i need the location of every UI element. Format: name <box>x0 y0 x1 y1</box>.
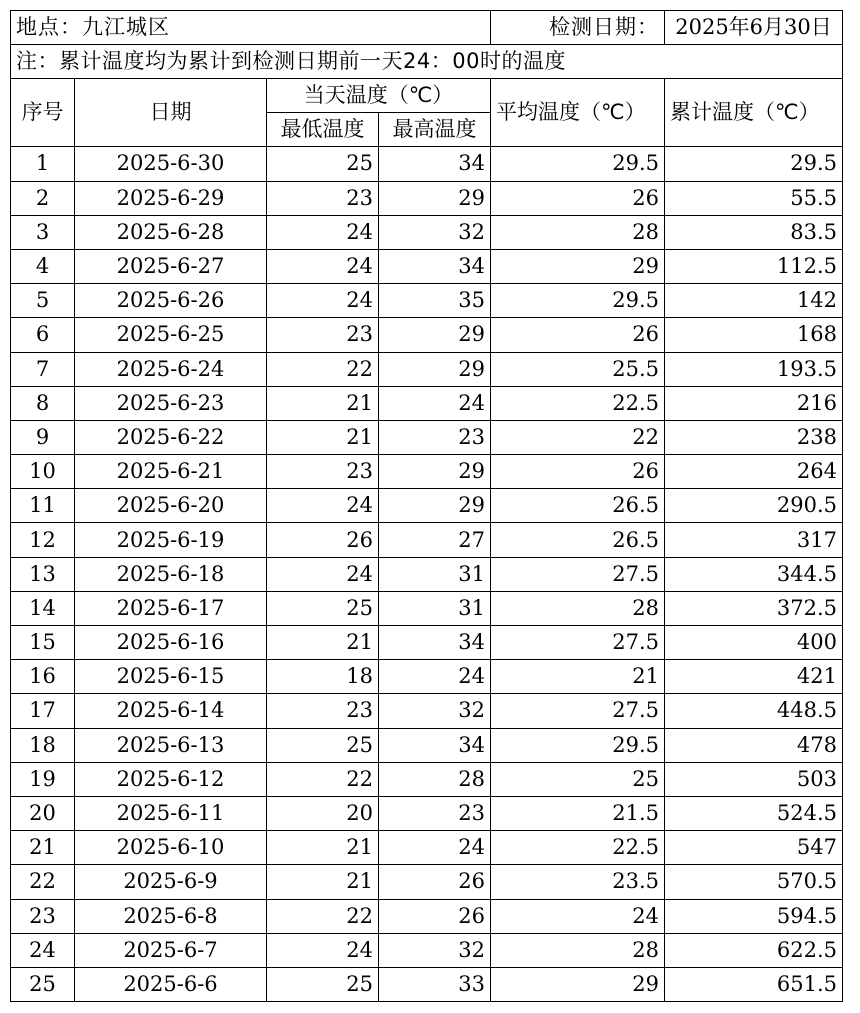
cell-max-temp: 24 <box>379 386 491 420</box>
cell-date: 2025-6-19 <box>75 523 267 557</box>
cell-cum-temp: 503 <box>665 762 843 796</box>
cell-avg-temp: 27.5 <box>491 557 665 591</box>
table-row <box>11 147 843 181</box>
cell-max-temp: 26 <box>379 865 491 899</box>
table-row <box>11 386 843 420</box>
cell-date: 2025-6-18 <box>75 557 267 591</box>
cell-cum-temp: 216 <box>665 386 843 420</box>
header-row-1 <box>11 79 843 113</box>
cell-date: 2025-6-7 <box>75 933 267 967</box>
cell-index: 19 <box>11 762 75 796</box>
cell-date: 2025-6-11 <box>75 796 267 830</box>
location-label: 地点： <box>16 15 82 40</box>
cell-cum-temp: 142 <box>665 284 843 318</box>
cell-avg-temp: 26.5 <box>491 523 665 557</box>
cell-date: 2025-6-29 <box>75 181 267 215</box>
cell-max-temp: 29 <box>379 489 491 523</box>
cell-cum-temp: 478 <box>665 728 843 762</box>
cell-max-temp: 34 <box>379 728 491 762</box>
table-row <box>11 523 843 557</box>
cell-cum-temp: 547 <box>665 831 843 865</box>
cell-avg-temp: 29.5 <box>491 284 665 318</box>
cell-index: 23 <box>11 899 75 933</box>
cell-index: 7 <box>11 352 75 386</box>
cell-min-temp: 24 <box>267 215 379 249</box>
cell-max-temp: 29 <box>379 352 491 386</box>
cell-index: 8 <box>11 386 75 420</box>
cell-cum-temp: 400 <box>665 626 843 660</box>
col-avg-temp-header: 平均温度（℃） <box>491 79 665 147</box>
cell-avg-temp: 22.5 <box>491 831 665 865</box>
cell-max-temp: 32 <box>379 694 491 728</box>
table-row <box>11 284 843 318</box>
cell-avg-temp: 25 <box>491 762 665 796</box>
cell-min-temp: 25 <box>267 728 379 762</box>
cell-min-temp: 22 <box>267 899 379 933</box>
cell-date: 2025-6-12 <box>75 762 267 796</box>
cell-index: 6 <box>11 318 75 352</box>
cell-cum-temp: 193.5 <box>665 352 843 386</box>
cell-avg-temp: 29 <box>491 967 665 1001</box>
col-date-header: 日期 <box>75 79 267 147</box>
table-row <box>11 489 843 523</box>
cell-cum-temp: 622.5 <box>665 933 843 967</box>
table-row <box>11 420 843 454</box>
table-row <box>11 762 843 796</box>
col-day-temp-header: 当天温度（℃） <box>267 79 491 113</box>
cell-min-temp: 25 <box>267 967 379 1001</box>
cell-min-temp: 20 <box>267 796 379 830</box>
col-cum-temp-header: 累计温度（℃） <box>665 79 843 147</box>
cell-min-temp: 23 <box>267 181 379 215</box>
cell-avg-temp: 23.5 <box>491 865 665 899</box>
cell-index: 9 <box>11 420 75 454</box>
table-row <box>11 660 843 694</box>
table-row <box>11 591 843 625</box>
cell-max-temp: 33 <box>379 967 491 1001</box>
cell-avg-temp: 28 <box>491 933 665 967</box>
table-row <box>11 694 843 728</box>
cell-index: 4 <box>11 249 75 283</box>
cell-avg-temp: 22.5 <box>491 386 665 420</box>
cell-avg-temp: 27.5 <box>491 694 665 728</box>
cell-index: 24 <box>11 933 75 967</box>
cell-min-temp: 23 <box>267 455 379 489</box>
cell-min-temp: 24 <box>267 557 379 591</box>
cell-min-temp: 24 <box>267 489 379 523</box>
cell-index: 12 <box>11 523 75 557</box>
cell-avg-temp: 29 <box>491 249 665 283</box>
cell-avg-temp: 26 <box>491 318 665 352</box>
cell-index: 14 <box>11 591 75 625</box>
cell-avg-temp: 26.5 <box>491 489 665 523</box>
cell-avg-temp: 26 <box>491 455 665 489</box>
cell-max-temp: 31 <box>379 557 491 591</box>
cell-cum-temp: 55.5 <box>665 181 843 215</box>
cell-cum-temp: 317 <box>665 523 843 557</box>
location-cell <box>11 11 491 45</box>
cell-avg-temp: 28 <box>491 591 665 625</box>
table-row <box>11 796 843 830</box>
cell-date: 2025-6-23 <box>75 386 267 420</box>
cell-cum-temp: 524.5 <box>665 796 843 830</box>
cell-cum-temp: 168 <box>665 318 843 352</box>
cell-min-temp: 21 <box>267 865 379 899</box>
cell-max-temp: 34 <box>379 147 491 181</box>
col-index-header: 序号 <box>11 79 75 147</box>
col-max-temp-header: 最高温度 <box>379 113 491 147</box>
cell-min-temp: 21 <box>267 386 379 420</box>
cell-avg-temp: 21 <box>491 660 665 694</box>
cell-index: 5 <box>11 284 75 318</box>
location-row <box>11 11 843 45</box>
table-row <box>11 181 843 215</box>
table-row <box>11 831 843 865</box>
cell-date: 2025-6-15 <box>75 660 267 694</box>
table-row <box>11 967 843 1001</box>
cell-max-temp: 24 <box>379 660 491 694</box>
cell-max-temp: 32 <box>379 933 491 967</box>
cell-min-temp: 23 <box>267 694 379 728</box>
cell-max-temp: 26 <box>379 899 491 933</box>
cell-max-temp: 29 <box>379 455 491 489</box>
table-row <box>11 352 843 386</box>
cell-index: 17 <box>11 694 75 728</box>
cell-min-temp: 18 <box>267 660 379 694</box>
cell-index: 18 <box>11 728 75 762</box>
cell-date: 2025-6-20 <box>75 489 267 523</box>
cell-index: 15 <box>11 626 75 660</box>
cell-min-temp: 26 <box>267 523 379 557</box>
cell-max-temp: 32 <box>379 215 491 249</box>
cell-avg-temp: 24 <box>491 899 665 933</box>
cell-cum-temp: 372.5 <box>665 591 843 625</box>
cell-max-temp: 31 <box>379 591 491 625</box>
cell-cum-temp: 651.5 <box>665 967 843 1001</box>
cell-index: 1 <box>11 147 75 181</box>
cell-index: 16 <box>11 660 75 694</box>
cell-min-temp: 22 <box>267 352 379 386</box>
cell-date: 2025-6-28 <box>75 215 267 249</box>
cell-cum-temp: 421 <box>665 660 843 694</box>
location-value: 九江城区 <box>82 15 170 40</box>
date-value: 2025年6月30日 <box>665 11 843 45</box>
cell-date: 2025-6-22 <box>75 420 267 454</box>
cell-index: 10 <box>11 455 75 489</box>
table-row <box>11 865 843 899</box>
cell-index: 3 <box>11 215 75 249</box>
cell-index: 13 <box>11 557 75 591</box>
note-text: 注：累计温度均为累计到检测日期前一天24：00时的温度 <box>11 45 843 79</box>
cell-min-temp: 21 <box>267 626 379 660</box>
cell-max-temp: 29 <box>379 318 491 352</box>
cell-date: 2025-6-21 <box>75 455 267 489</box>
cell-max-temp: 35 <box>379 284 491 318</box>
temperature-sheet <box>10 10 843 1002</box>
cell-date: 2025-6-25 <box>75 318 267 352</box>
cell-date: 2025-6-26 <box>75 284 267 318</box>
cell-avg-temp: 27.5 <box>491 626 665 660</box>
cell-date: 2025-6-9 <box>75 865 267 899</box>
cell-avg-temp: 26 <box>491 181 665 215</box>
cell-cum-temp: 112.5 <box>665 249 843 283</box>
cell-max-temp: 24 <box>379 831 491 865</box>
cell-date: 2025-6-8 <box>75 899 267 933</box>
cell-min-temp: 24 <box>267 284 379 318</box>
cell-index: 25 <box>11 967 75 1001</box>
table-row <box>11 899 843 933</box>
cell-avg-temp: 28 <box>491 215 665 249</box>
cell-max-temp: 29 <box>379 181 491 215</box>
cell-max-temp: 27 <box>379 523 491 557</box>
table-row <box>11 215 843 249</box>
cell-date: 2025-6-10 <box>75 831 267 865</box>
cell-min-temp: 22 <box>267 762 379 796</box>
cell-date: 2025-6-16 <box>75 626 267 660</box>
cell-min-temp: 21 <box>267 831 379 865</box>
cell-avg-temp: 29.5 <box>491 728 665 762</box>
cell-avg-temp: 29.5 <box>491 147 665 181</box>
table-row <box>11 249 843 283</box>
table-row <box>11 455 843 489</box>
cell-cum-temp: 29.5 <box>665 147 843 181</box>
cell-min-temp: 23 <box>267 318 379 352</box>
table-row <box>11 933 843 967</box>
date-label: 检测日期： <box>491 11 665 45</box>
cell-date: 2025-6-6 <box>75 967 267 1001</box>
table-row <box>11 557 843 591</box>
cell-min-temp: 25 <box>267 591 379 625</box>
cell-cum-temp: 238 <box>665 420 843 454</box>
cell-date: 2025-6-30 <box>75 147 267 181</box>
cell-cum-temp: 83.5 <box>665 215 843 249</box>
cell-index: 2 <box>11 181 75 215</box>
cell-cum-temp: 264 <box>665 455 843 489</box>
cell-max-temp: 23 <box>379 796 491 830</box>
cell-avg-temp: 22 <box>491 420 665 454</box>
cell-date: 2025-6-27 <box>75 249 267 283</box>
cell-date: 2025-6-13 <box>75 728 267 762</box>
cell-date: 2025-6-17 <box>75 591 267 625</box>
cell-min-temp: 24 <box>267 249 379 283</box>
cell-index: 21 <box>11 831 75 865</box>
cell-index: 11 <box>11 489 75 523</box>
table-row <box>11 626 843 660</box>
cell-max-temp: 23 <box>379 420 491 454</box>
note-row <box>11 45 843 79</box>
cell-cum-temp: 290.5 <box>665 489 843 523</box>
cell-min-temp: 25 <box>267 147 379 181</box>
table-row <box>11 728 843 762</box>
cell-date: 2025-6-24 <box>75 352 267 386</box>
cell-cum-temp: 448.5 <box>665 694 843 728</box>
cell-max-temp: 34 <box>379 249 491 283</box>
col-min-temp-header: 最低温度 <box>267 113 379 147</box>
cell-cum-temp: 344.5 <box>665 557 843 591</box>
cell-cum-temp: 594.5 <box>665 899 843 933</box>
cell-max-temp: 28 <box>379 762 491 796</box>
cell-min-temp: 24 <box>267 933 379 967</box>
cell-avg-temp: 21.5 <box>491 796 665 830</box>
cell-min-temp: 21 <box>267 420 379 454</box>
table-row <box>11 318 843 352</box>
cell-max-temp: 34 <box>379 626 491 660</box>
cell-cum-temp: 570.5 <box>665 865 843 899</box>
cell-avg-temp: 25.5 <box>491 352 665 386</box>
cell-index: 20 <box>11 796 75 830</box>
cell-date: 2025-6-14 <box>75 694 267 728</box>
cell-index: 22 <box>11 865 75 899</box>
